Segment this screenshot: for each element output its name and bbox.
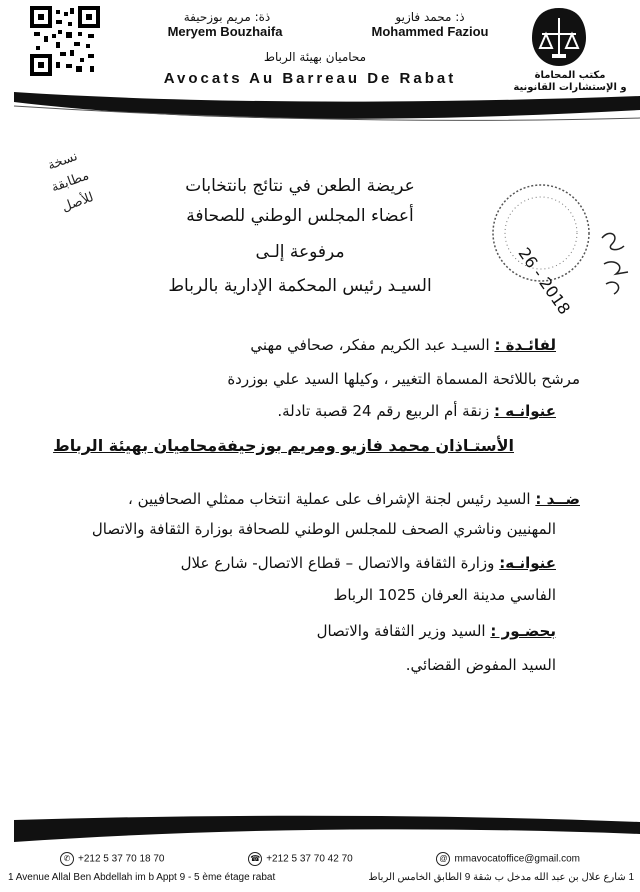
qr-code (30, 6, 100, 76)
fax-icon: ☎ (248, 852, 262, 866)
header-swoosh (0, 88, 640, 132)
plaintiff-name: السيـد عبد الكريم مفكر، صحافي مهني (250, 336, 490, 354)
title-line3: مرفوعة إلـى (255, 242, 345, 262)
footer-email (436, 852, 580, 866)
lawyer2-name-fr: Meryem Bouzhaifa (167, 24, 283, 39)
footer-address (8, 872, 634, 883)
scales-logo-icon (528, 4, 590, 70)
stamp-date: 26 - 2018 (514, 244, 575, 318)
bar-title-ar: محاميان بهيئة الرباط (263, 50, 367, 64)
defendant-address-line (36, 554, 556, 572)
email-icon: @ (436, 852, 450, 866)
title-line1: عريضة الطعن في نتائج بانتخابات (185, 176, 415, 196)
title-line2: أعضاء المجلس الوطني للصحافة (186, 206, 414, 226)
footer-contacts (60, 852, 580, 866)
defendant-line2: المهنيين وناشري الصحف للمجلس الوطني للصحافة بوزارة الثقافة والاتصال (91, 520, 556, 538)
lawyer1-name-ar: ذ: محمد فازيو (395, 10, 465, 24)
defendant-address1: وزارة الثقافة والاتصال – قطاع الاتصال- شارع علال (180, 554, 495, 572)
defendant-line1 (40, 490, 580, 508)
office-line2: و الإستشارات القانونية (513, 82, 627, 93)
lawyers-line: الأستـاذان محمد فازيو ومريم بوزحيفةمحاميان بهيئة الرباط (53, 436, 514, 455)
footer-address-ar: 1 شارع علال بن عبد الله مدخل ب شقة 9 الطابق الخامس الرباط (368, 872, 634, 883)
presence1: السيد وزير الثقافة والاتصال (316, 622, 486, 640)
defendant-label: ضــد : (535, 490, 580, 508)
defendant-address-label: عنوانـه: (499, 554, 556, 572)
plaintiff-address-label: عنوانـه : (494, 402, 556, 420)
presence-label: بحضـور : (490, 622, 556, 640)
defendant-text1: السيد رئيس لجنة الإشراف على عملية انتخاب ممثلي الصحافيين ، (127, 490, 531, 508)
defendant-address2: الفاسي مدينة العرفان 1025 الرباط (333, 586, 556, 604)
lawyer2-name-ar: ذة: مريم بوزحيفة (183, 10, 271, 24)
footer-address-fr: 1 Avenue Allal Ben Abdellah im b Appt 9 - 5 ème étage rabat (8, 872, 276, 883)
phone2-text: +212 5 37 70 42 70 (266, 853, 353, 865)
email-text: mmavocatoffice@gmail.com (454, 853, 580, 865)
presence-line (36, 622, 556, 640)
plaintiff-label: لفائـدة : (494, 336, 556, 354)
plaintiff-candidate: مرشح باللائحة المسماة التغيير ، وكيلها السيد علي بوزردة (227, 370, 580, 388)
phone-icon: ✆ (60, 852, 74, 866)
footer-phone1 (60, 852, 164, 866)
presence2: السيد المفوض القضائي. (405, 656, 556, 674)
bar-title-fr: Avocats Au Barreau De Rabat (163, 70, 457, 87)
title-line4: السيـد رئيس المحكمة الإدارية بالرباط (168, 276, 432, 296)
plaintiff-address-line (96, 402, 556, 420)
plaintiff-address: زنقة أم الربيع رقم 24 قصبة تادلة. (277, 402, 490, 420)
footer-phone2 (248, 852, 352, 866)
lawyer1-name-fr: Mohammed Faziou (371, 24, 489, 39)
plaintiff-line (96, 336, 556, 354)
office-line1: مكتب المحاماة (534, 70, 606, 81)
phone1-text: +212 5 37 70 18 70 (78, 853, 165, 865)
footer-swoosh (0, 812, 640, 850)
handwritten-signature (596, 228, 636, 298)
handwritten-certified-copy: نسخة مطابقة للأصل (45, 148, 96, 216)
